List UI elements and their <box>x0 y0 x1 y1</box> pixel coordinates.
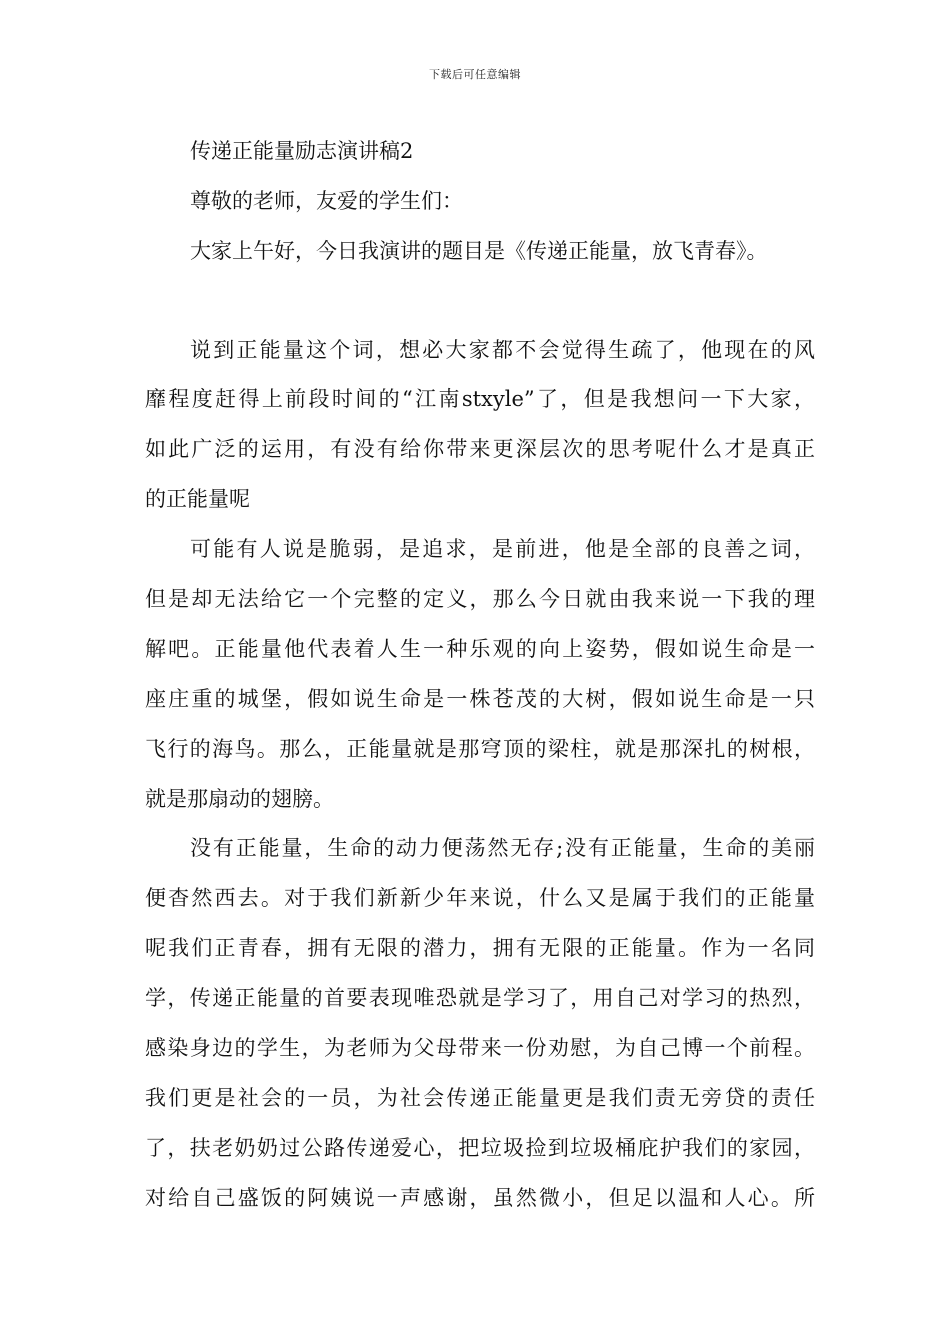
paragraph-line: 呢我们正青春，拥有无限的潜力，拥有无限的正能量。作为一名同 <box>145 936 815 960</box>
paragraph-line: 座庄重的城堡，假如说生命是一株苍茂的大树，假如说生命是一只 <box>145 687 815 711</box>
paragraph-line: 说到正能量这个词，想必大家都不会觉得生疏了，他现在的风 <box>190 338 815 362</box>
paragraph-line: 就是那扇动的翅膀。 <box>145 787 334 811</box>
paragraph-line: 靡程度赶得上前段时间的“江南stxyle”了，但是我想问一下大家， <box>145 387 815 411</box>
paragraph-line: 对给自己盛饭的阿姨说一声感谢，虽然微小，但足以温和人心。所 <box>145 1186 815 1210</box>
paragraph-line: 感染身边的学生，为老师为父母带来一份劝慰，为自己博一个前程。 <box>145 1036 815 1060</box>
intro-line: 大家上午好，今日我演讲的题目是《传递正能量，放飞青春》。 <box>190 239 768 263</box>
salutation: 尊敬的老师，友爱的学生们： <box>190 189 463 213</box>
paragraph-line: 飞行的海鸟。那么，正能量就是那穹顶的梁柱，就是那深扎的树根， <box>145 737 815 761</box>
paragraph-line: 如此广泛的运用，有没有给你带来更深层次的思考呢什么才是真正 <box>145 437 815 461</box>
paragraph-line: 但是却无法给它一个完整的定义，那么今日就由我来说一下我的理 <box>145 587 815 611</box>
paragraph-line: 了，扶老奶奶过公路传递爱心，把垃圾捡到垃圾桶庇护我们的家园， <box>145 1136 815 1160</box>
paragraph-line: 学，传递正能量的首要表现唯恐就是学习了，用自己对学习的热烈， <box>145 986 815 1010</box>
paragraph-line: 可能有人说是脆弱，是追求，是前进，他是全部的良善之词， <box>190 537 815 561</box>
header-note: 下载后可任意编辑 <box>429 68 521 81</box>
paragraph-line: 我们更是社会的一员，为社会传递正能量更是我们责无旁贷的责任 <box>145 1086 815 1110</box>
paragraph-line: 没有正能量，生命的动力便荡然无存;没有正能量，生命的美丽 <box>190 836 815 860</box>
paragraph-line: 解吧。正能量他代表着人生一种乐观的向上姿势，假如说生命是一 <box>145 637 815 661</box>
paragraph-line: 便杳然西去。对于我们新新少年来说，什么又是属于我们的正能量 <box>145 886 815 910</box>
document-title: 传递正能量励志演讲稿2 <box>190 139 414 163</box>
paragraph-line: 的正能量呢 <box>145 487 250 511</box>
